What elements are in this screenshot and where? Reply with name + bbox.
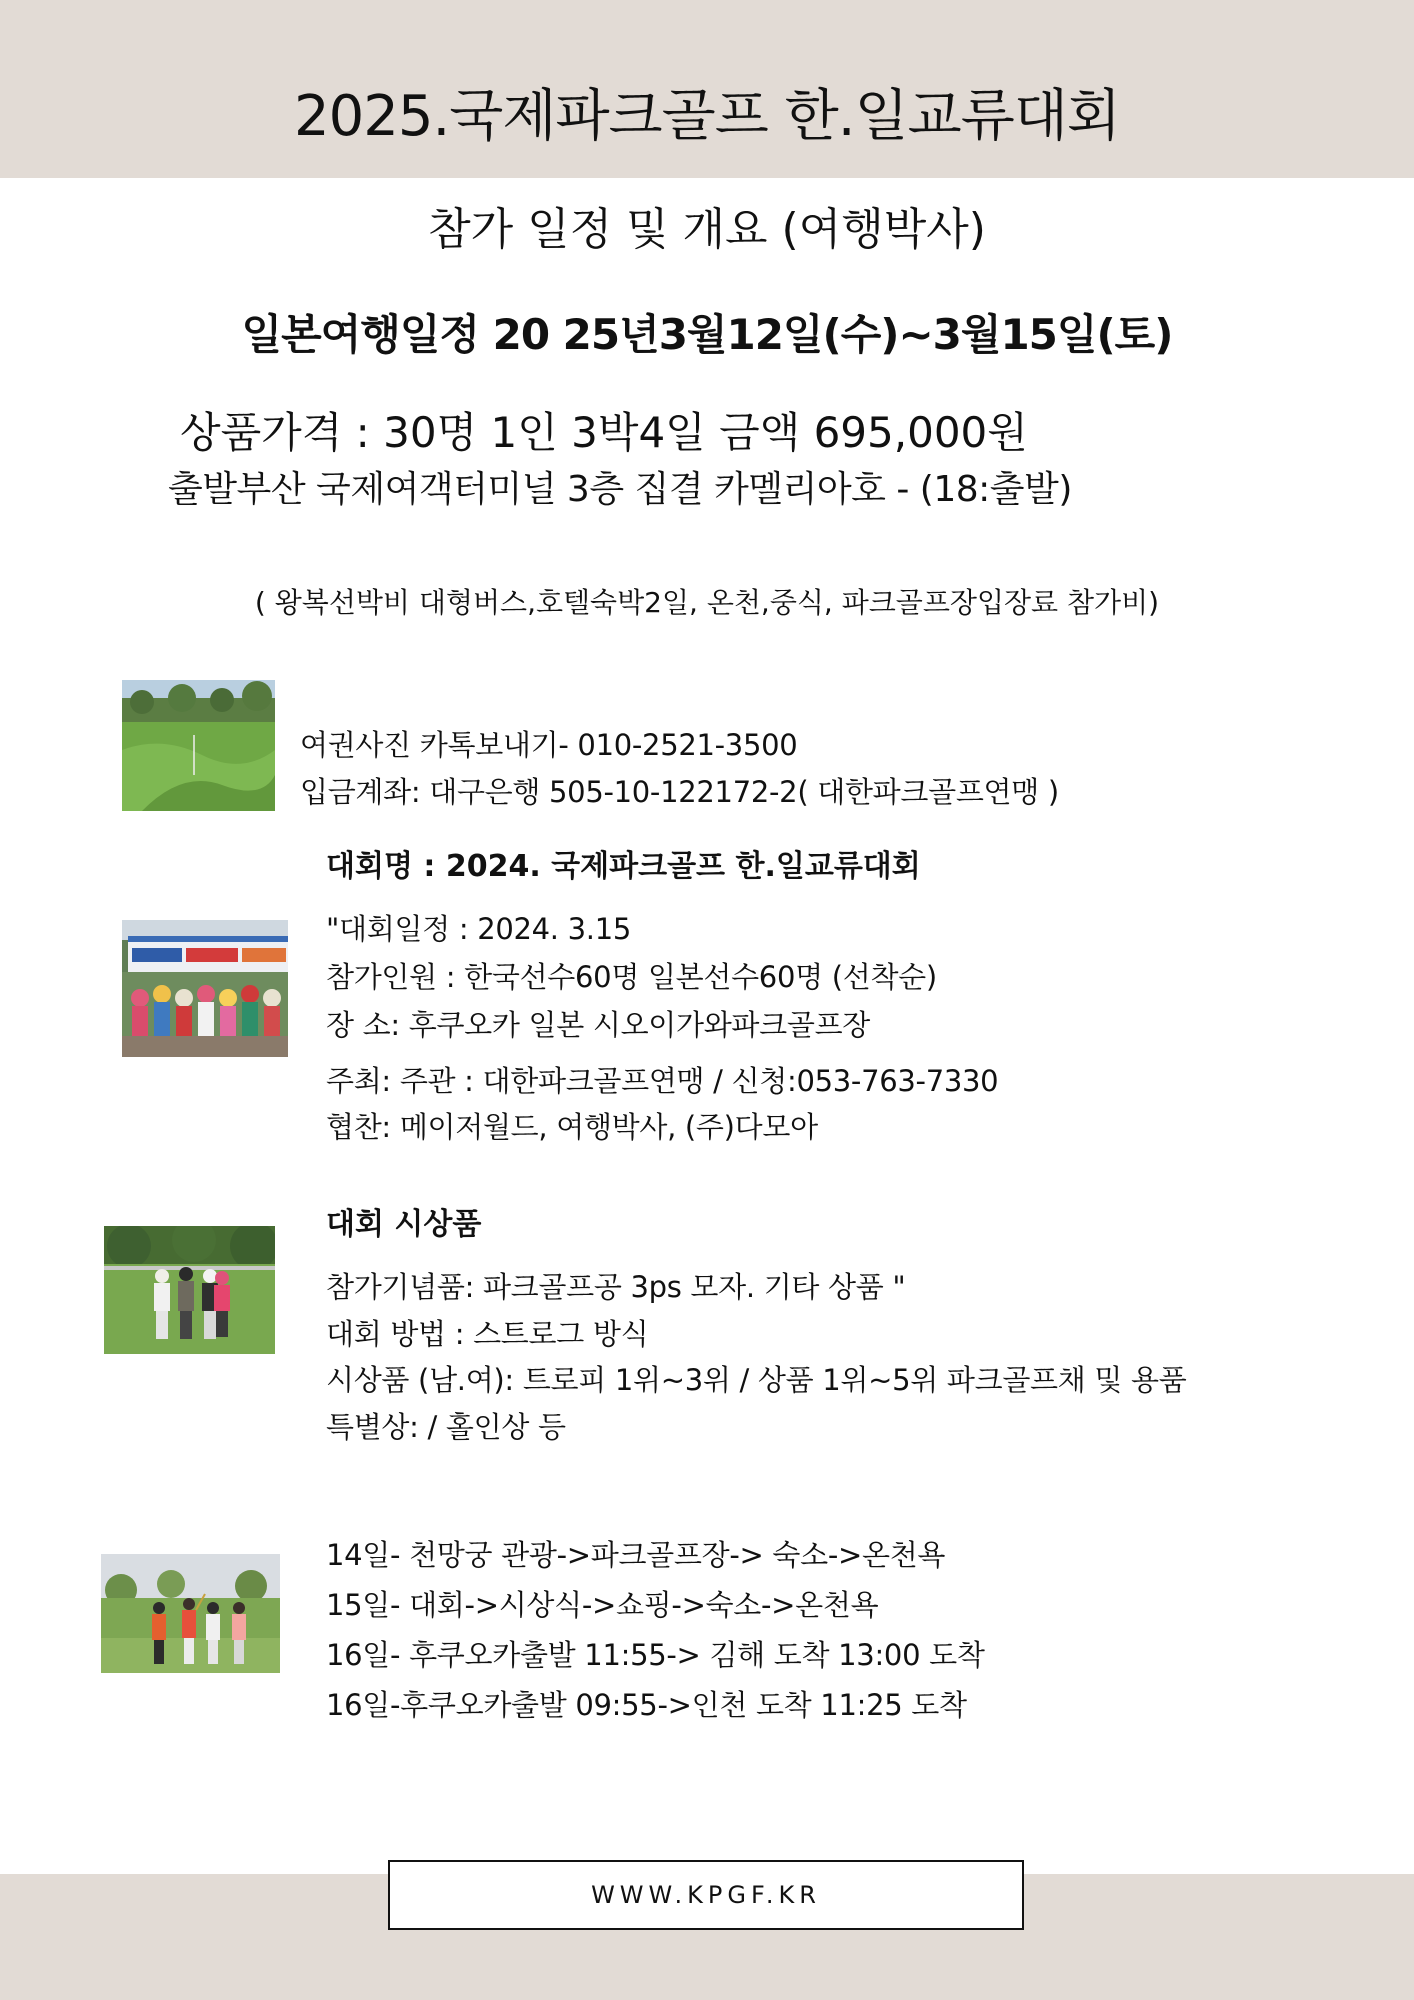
awards: 시상품 (남.여): 트로피 1위~3위 / 상품 1위~5위 파크골프채 및 용품 bbox=[326, 1363, 1187, 1397]
group-banner-photo bbox=[122, 920, 288, 1057]
passport-contact: 여권사진 카톡보내기- 010-2521-3500 bbox=[300, 728, 798, 762]
sponsors: 협찬: 메이저월드, 여행박사, (주)다모아 bbox=[326, 1110, 818, 1144]
golf-course-photo bbox=[122, 680, 275, 811]
itinerary-day14: 14일- 천망궁 관광->파크골프장-> 숙소->온천욕 bbox=[326, 1538, 946, 1572]
tournament-date: "대회일정 : 2024. 3.15 bbox=[326, 912, 632, 946]
product-price: 상품가격 : 30명 1인 3박4일 금액 695,000원 bbox=[180, 408, 1028, 457]
competition-method: 대회 방법 : 스트로그 방식 bbox=[326, 1317, 649, 1351]
tournament-heading: 대회명 : 2024. 국제파크골프 한.일교류대회 bbox=[326, 849, 921, 884]
prizes-heading: 대회 시상품 bbox=[326, 1207, 482, 1242]
subtitle: 참가 일정 및 개요 (여행박사) bbox=[428, 204, 986, 255]
special-award: 특별상: / 홀인상 등 bbox=[326, 1410, 566, 1444]
celebration-photo bbox=[101, 1554, 280, 1673]
departure-info: 출발부산 국제여객터미널 3층 집결 카멜리아호 - (18:출발) bbox=[168, 469, 1072, 510]
organizer: 주최: 주관 : 대한파크골프연맹 / 신청:053-763-7330 bbox=[326, 1064, 999, 1098]
included-items: ( 왕복선박비 대형버스,호텔숙박2일, 온천,중식, 파크골프장입장료 참가비) bbox=[254, 586, 1160, 619]
itinerary-day15: 15일- 대회->시상식->쇼핑->숙소->온천욕 bbox=[326, 1588, 879, 1622]
venue: 장 소: 후쿠오카 일본 시오이가와파크골프장 bbox=[326, 1008, 870, 1042]
players-photo bbox=[104, 1226, 275, 1354]
participants: 참가인원 : 한국선수60명 일본선수60명 (선착순) bbox=[326, 960, 937, 994]
travel-schedule: 일본여행일정 20 25년3월12일(수)~3월15일(토) bbox=[241, 310, 1173, 359]
page-title: 2025.국제파크골프 한.일교류대회 bbox=[293, 84, 1121, 149]
bank-account: 입금계좌: 대구은행 505-10-122172-2( 대한파크골프연맹 ) bbox=[300, 775, 1059, 809]
website-link[interactable]: WWW.KPGF.KR bbox=[388, 1860, 1024, 1930]
souvenir: 참가기념품: 파크골프공 3ps 모자. 기타 상품 " bbox=[326, 1270, 906, 1304]
itinerary-day16-gimhae: 16일- 후쿠오카출발 11:55-> 김해 도착 13:00 도착 bbox=[326, 1638, 985, 1672]
itinerary-day16-incheon: 16일-후쿠오카출발 09:55->인천 도착 11:25 도착 bbox=[326, 1688, 967, 1722]
